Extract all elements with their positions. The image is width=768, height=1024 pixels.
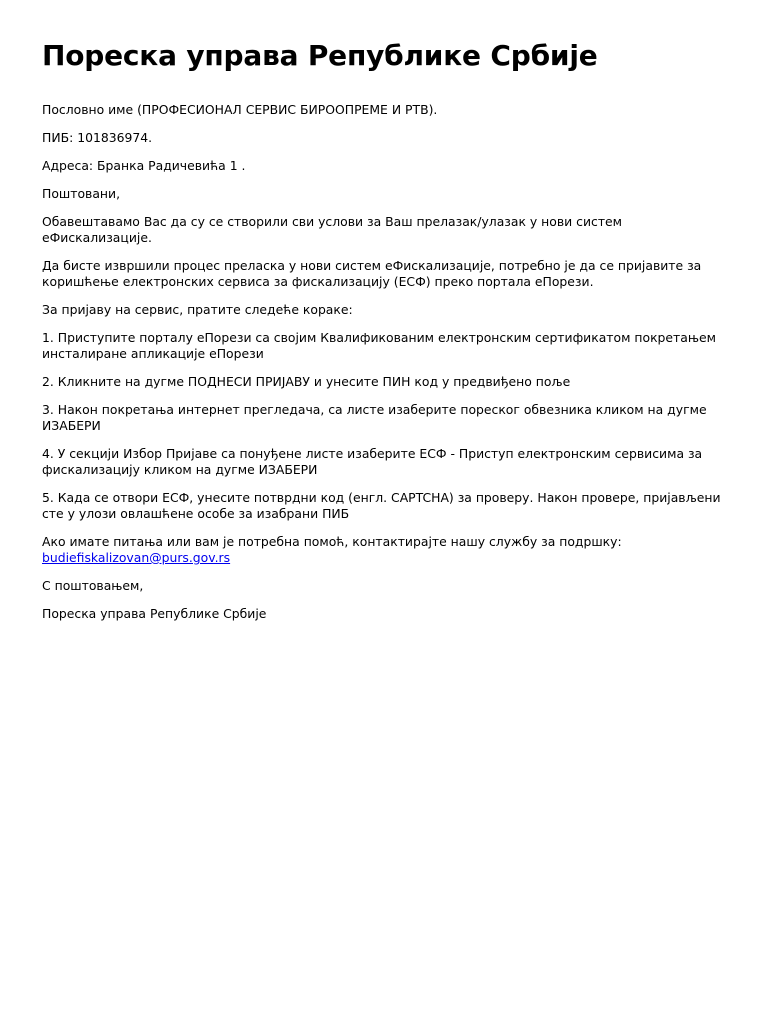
step-4-middle: са понуђене листе изаберите [217, 446, 420, 461]
step-4-option-name: ЕСФ - Приступ електронским сервисима за фискализацију [42, 446, 703, 477]
step-4 [42, 446, 728, 478]
step-4-button-name: ИЗАБЕРИ [258, 462, 318, 477]
closing: С поштовањем, [42, 578, 144, 593]
intro-paragraph: Обавештавамо Вас да су се створили сви услови за Ваш прелазак/улазак у нови систем еФискализације. [42, 214, 623, 245]
pib-line: ПИБ: 101836974. [42, 130, 153, 145]
step-5: 5. Када се отвори ЕСФ, унесите потврдни код (енгл. CAPTCHA) за проверу. Након провере, пријављени сте у улози овлашћене особе за изабрани ПИБ [42, 490, 721, 521]
step-2-before: 2. Кликните на дугме [42, 374, 188, 389]
greeting: Поштовани, [42, 186, 121, 201]
address-line: Адреса: Бранка Радичевића 1 . [42, 158, 246, 173]
step-2-after: и унесите ПИН код у предвиђено поље [309, 374, 571, 389]
page-title: Пореска управа Републике Србије [42, 39, 598, 72]
step-3 [42, 402, 728, 434]
step-4-middle-2: кликом на дугме [139, 462, 259, 477]
step-2 [42, 374, 728, 390]
business-name-line: Пословно име (ПРОФЕСИОНАЛ СЕРВИС БИРООПРЕМЕ И РТВ). [42, 102, 438, 117]
support-paragraph [42, 534, 728, 566]
instruction-paragraph: Да бисте извршили процес преласка у нови систем еФискализације, потребно је да се пријавите за коришћење електронских сервиса за фискализацију (ЕСФ) преко портала еПорези. [42, 258, 702, 289]
step-4-before: 4. У секцији [42, 446, 124, 461]
steps-intro: За пријаву на сервис, пратите следеће кораке: [42, 302, 353, 317]
step-4-section-name: Избор Пријаве [123, 446, 218, 461]
step-1: 1. Приступите порталу еПорези са својим Квалификованим електронским сертификатом покретањем инсталиране апликације еПорези [42, 330, 716, 361]
step-2-button-name: ПОДНЕСИ ПРИЈАВУ [187, 374, 310, 389]
signature: Пореска управа Републике Србије [42, 606, 267, 621]
step-3-before: 3. Након покретања интернет прегледача, са листе изаберите пореског обвезника кликом на дугме [42, 402, 707, 417]
support-email-link[interactable]: budiefiskalizovan@purs.gov.rs [42, 550, 231, 565]
support-text: Ако имате питања или вам је потребна помоћ, контактирајте нашу службу за подршку: [42, 534, 622, 549]
step-3-button-name: ИЗАБЕРИ [42, 418, 101, 433]
